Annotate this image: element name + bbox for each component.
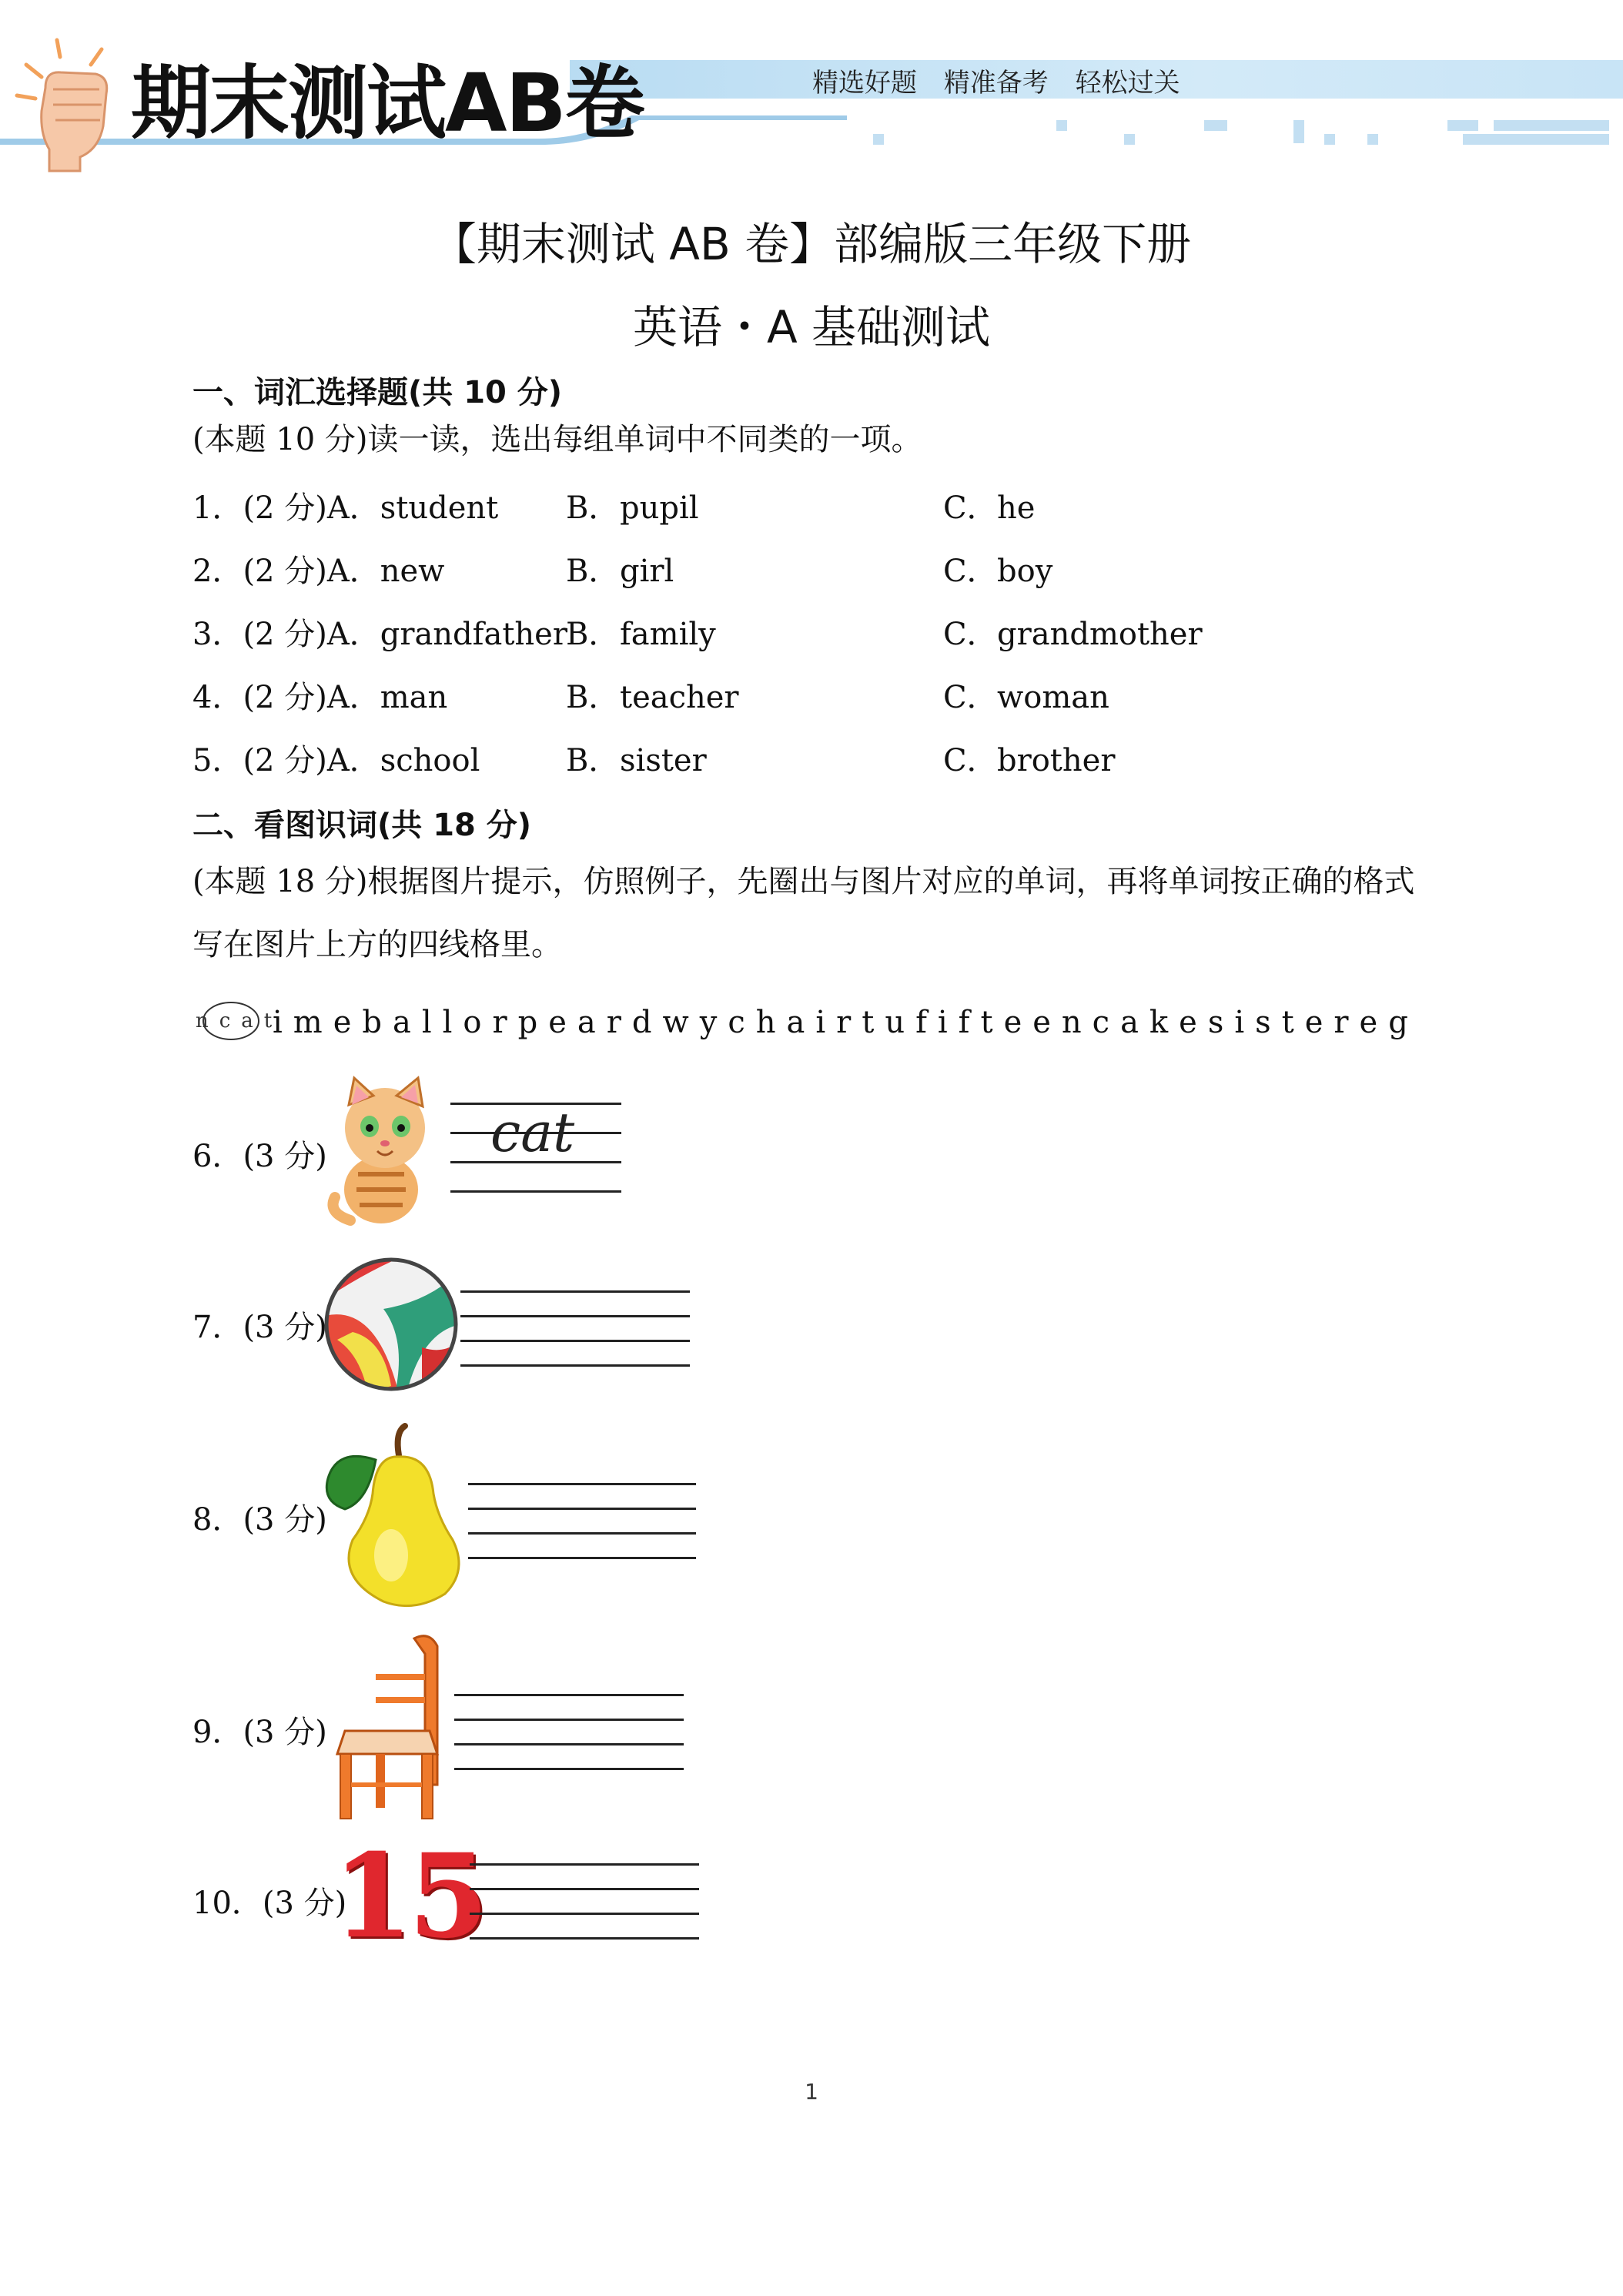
document-title: 【期末测试 AB 卷】部编版三年级下册 xyxy=(431,218,1192,270)
option-c-label: C． xyxy=(943,680,998,715)
page-number: 1 xyxy=(805,2079,818,2104)
question-row xyxy=(192,547,1501,593)
banner-slogan: 精选好题 精准备考 轻松过关 xyxy=(812,68,1180,99)
question-row xyxy=(192,484,1501,530)
four-line-grid[interactable] xyxy=(460,1290,690,1367)
option-c-label: C． xyxy=(943,554,998,589)
decorative-squares xyxy=(862,115,1617,154)
question-label: 7．(3 分) xyxy=(192,1310,327,1345)
letter-string[interactable]: imeballorpeardwychairtufifteencakesistereg xyxy=(273,1005,1419,1040)
question-label: 10．(3 分) xyxy=(192,1886,347,1921)
circled-example-text: ncat xyxy=(196,1009,283,1033)
question-number: 1．(2 分)A． xyxy=(192,490,380,526)
four-line-grid[interactable] xyxy=(470,1863,699,1940)
option-b[interactable]: pupil xyxy=(620,490,699,526)
option-a[interactable]: student xyxy=(380,490,499,526)
pear-icon xyxy=(322,1424,468,1609)
section1-heading: 一、词汇选择题(共 10 分) xyxy=(192,375,563,410)
option-c[interactable]: grandmother xyxy=(997,617,1203,652)
option-b[interactable]: family xyxy=(620,617,716,652)
option-a[interactable]: grandfather xyxy=(380,617,567,652)
question-label: 8．(3 分) xyxy=(192,1502,327,1538)
option-b-label: B． xyxy=(566,554,620,589)
banner-title: 期末测试AB卷 xyxy=(131,56,644,150)
option-c-label: C． xyxy=(943,743,998,778)
four-line-grid[interactable] xyxy=(468,1483,696,1560)
option-b[interactable]: sister xyxy=(620,743,707,778)
option-a[interactable]: school xyxy=(380,743,480,778)
question-number: 3．(2 分)A． xyxy=(192,617,380,652)
option-b[interactable]: teacher xyxy=(620,680,739,715)
four-line-grid[interactable] xyxy=(454,1694,684,1771)
fist-logo-icon xyxy=(11,34,126,172)
question-row xyxy=(192,736,1501,782)
question-label: 9．(3 分) xyxy=(192,1715,327,1750)
header-banner xyxy=(0,0,1623,169)
question-row xyxy=(192,610,1501,656)
option-b-label: B． xyxy=(566,680,620,715)
option-c[interactable]: he xyxy=(997,490,1036,526)
section2-heading: 二、看图识词(共 18 分) xyxy=(192,808,532,843)
cat-icon xyxy=(320,1074,443,1228)
option-c[interactable]: woman xyxy=(997,680,1109,715)
section1-instruction: (本题 10 分)读一读，选出每组单词中不同类的一项。 xyxy=(192,422,922,457)
question-number: 2．(2 分)A． xyxy=(192,554,380,589)
option-b-label: B． xyxy=(566,743,620,778)
ball-icon xyxy=(322,1255,460,1394)
letter-string-row xyxy=(192,999,1419,1050)
option-c[interactable]: brother xyxy=(997,743,1116,778)
option-b-label: B． xyxy=(566,490,620,526)
section2-instruction: (本题 18 分)根据图片提示，仿照例子，先圈出与图片对应的单词，再将单词按正确的格式写在图片上方的四线格里。 xyxy=(192,864,1415,962)
option-b[interactable]: girl xyxy=(620,554,674,589)
fifteen-icon: 15 xyxy=(333,1829,484,1964)
example-answer: cat xyxy=(490,1101,575,1164)
option-c-label: C． xyxy=(943,490,998,526)
document-subtitle: 英语・A 基础测试 xyxy=(632,301,991,353)
chair-icon xyxy=(330,1631,453,1823)
question-row xyxy=(192,673,1501,719)
option-b-label: B． xyxy=(566,617,620,652)
question-number: 5．(2 分)A． xyxy=(192,743,380,778)
question-label: 6．(3 分) xyxy=(192,1139,327,1174)
option-c[interactable]: boy xyxy=(997,554,1053,589)
circled-example xyxy=(192,999,283,1050)
four-line-grid[interactable] xyxy=(450,1103,621,1193)
option-c-label: C． xyxy=(943,617,998,652)
question-number: 4．(2 分)A． xyxy=(192,680,380,715)
option-a[interactable]: man xyxy=(380,680,448,715)
option-a[interactable]: new xyxy=(380,554,445,589)
